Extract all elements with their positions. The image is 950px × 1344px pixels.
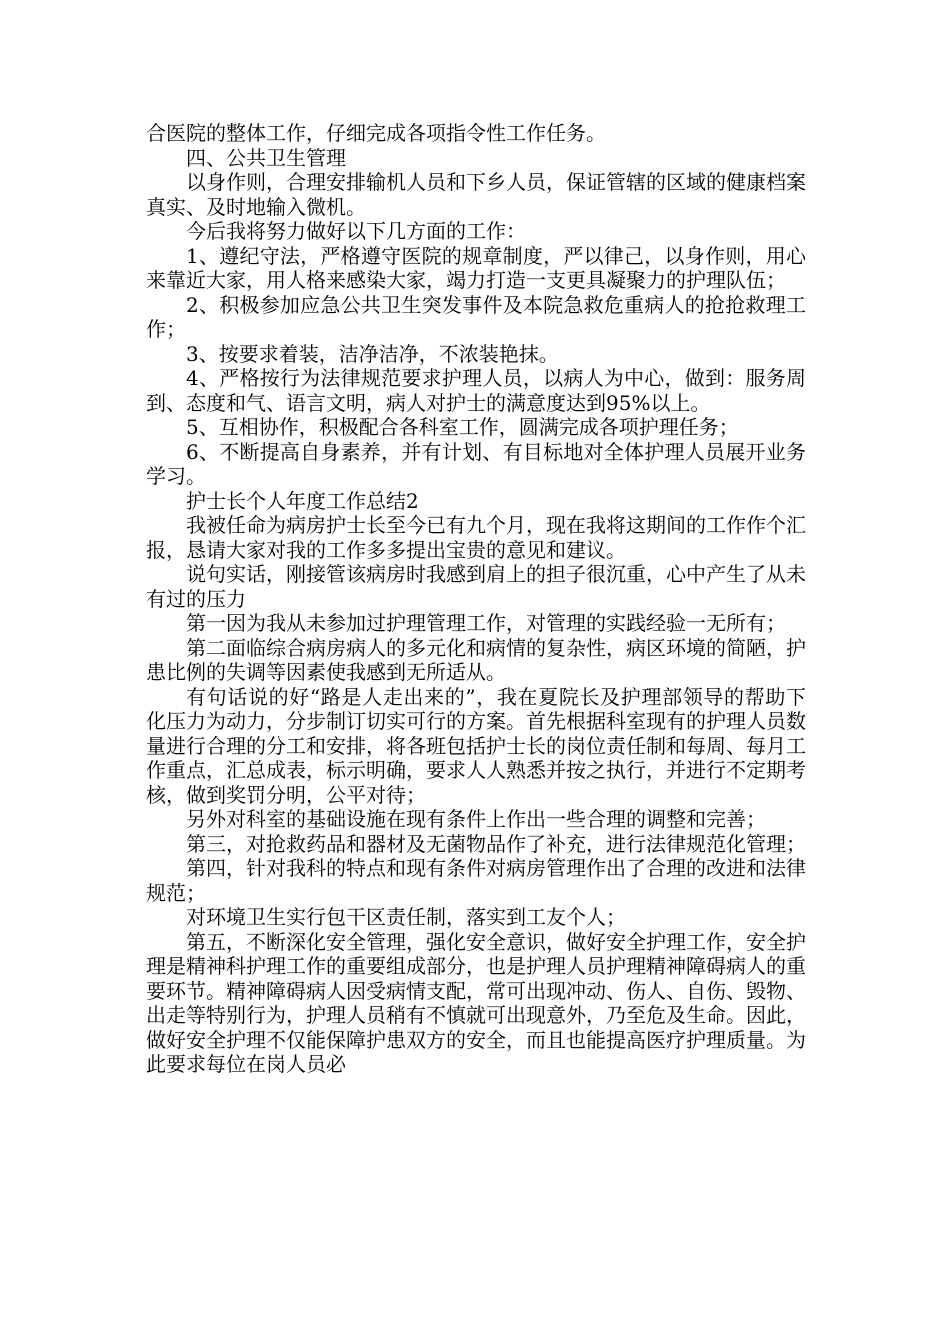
- paragraph: 以身作则，合理安排输机人员和下乡人员，保证管辖的区域的健康档案真实、及时地输入微机。: [146, 170, 806, 219]
- paragraph: 4、严格按行为法律规范要求护理人员，以病人为中心，做到：服务周到、态度和气、语言文明，病人对护士的满意度达到95%以上。: [146, 366, 806, 415]
- paragraph: 第四，针对我科的特点和现有条件对病房管理作出了合理的改进和法律规范；: [146, 856, 806, 905]
- paragraph: 对环境卫生实行包干区责任制，落实到工友个人；: [186, 905, 626, 929]
- paragraph: 6、不断提高自身素养，并有计划、有目标地对全体护理人员展开业务学习。: [146, 439, 806, 488]
- paragraph: 第二面临综合病房病人的多元化和病情的复杂性，病区环境的简陋，护患比例的失调等因素使我感到无所适从。: [146, 635, 806, 684]
- paragraph: 另外对科室的基础设施在现有条件上作出一些合理的调整和完善；: [186, 807, 766, 831]
- paragraph: 第一因为我从未参加过护理管理工作，对管理的实践经验一无所有；: [186, 611, 786, 635]
- paragraph: 5、互相协作，积极配合各科室工作，圆满完成各项护理任务；: [186, 415, 739, 439]
- paragraph: 今后我将努力做好以下几方面的工作：: [186, 219, 526, 243]
- paragraph: 2、积极参加应急公共卫生突发事件及本院急救危重病人的抢抢救理工作；: [146, 292, 806, 341]
- paragraph: 四、公共卫生管理: [186, 145, 346, 170]
- paragraph: 3、按要求着装，洁净洁净，不浓装艳抹。: [186, 341, 559, 366]
- paragraph: 护士长个人年度工作总结2: [186, 488, 419, 513]
- paragraph: 说句实话，刚接管该病房时我感到肩上的担子很沉重，心中产生了从未有过的压力: [146, 562, 806, 611]
- paragraph: 我被任命为病房护士长至今已有九个月，现在我将这期间的工作作个汇报，恳请大家对我的工作多多提出宝贵的意见和建议。: [146, 513, 806, 562]
- paragraph: 1、遵纪守法，严格遵守医院的规章制度，严以律己，以身作则，用心来靠近大家，用人格来感染大家，竭力打造一支更具凝聚力的护理队伍；: [146, 243, 806, 292]
- paragraph: 有句话说的好“路是人走出来的”，我在夏院长及护理部领导的帮助下化压力为动力，分步制订切实可行的方案。首先根据科室现有的护理人员数量进行合理的分工和安排，将各班包括护士长的岗位责任制和每周、每月工作重点，汇总成表，标示明确，要求人人熟悉并按之执行，并进行不定期考核，做到奖罚分明，公平对待；: [146, 684, 806, 807]
- document-body: [146, 121, 806, 1077]
- paragraph: 第五，不断深化安全管理，强化安全意识，做好安全护理工作，安全护理是精神科护理工作的重要组成部分，也是护理人员护理精神障碍病人的重要环节。精神障碍病人因受病情支配，常可出现冲动、伤人、自伤、毁物、出走等特别行为，护理人员稍有不慎就可出现意外，乃至危及生命。因此，做好安全护理不仅能保障护患双方的安全，而且也能提高医疗护理质量。为此要求每位在岗人员必: [146, 929, 806, 1076]
- paragraph: 第三，对抢救药品和器材及无菌物品作了补充，进行法律规范化管理；: [186, 831, 806, 856]
- paragraph: 合医院的整体工作，仔细完成各项指令性工作任务。: [146, 121, 606, 145]
